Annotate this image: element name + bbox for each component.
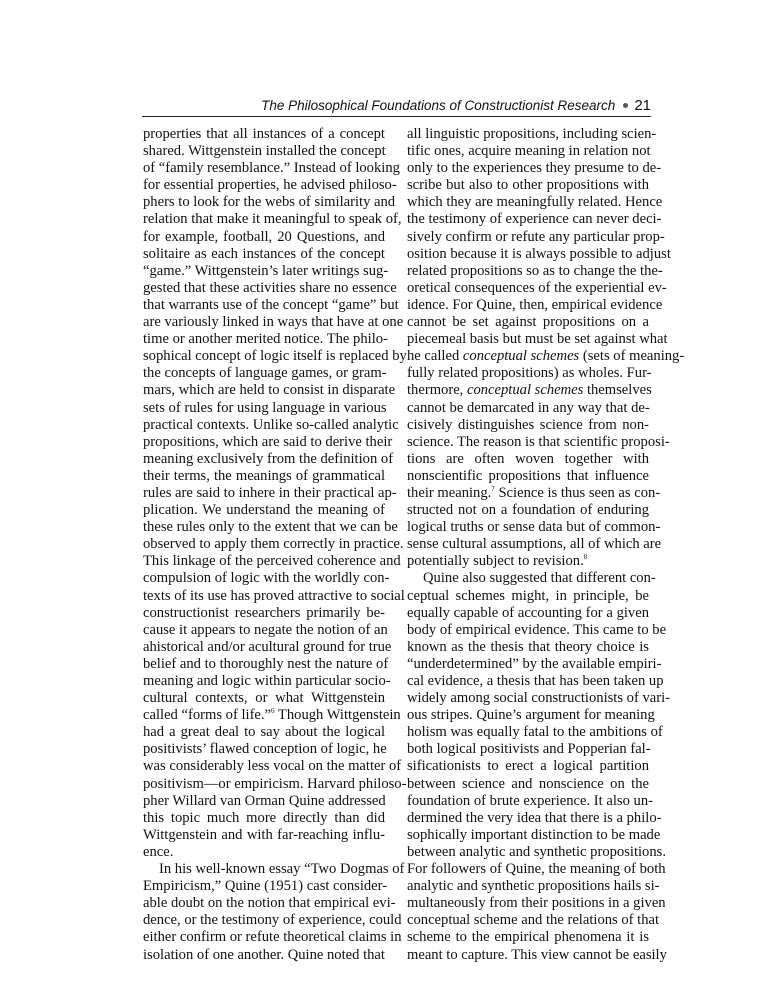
- text-line: cal evidence, a thesis that has been taken up: [407, 673, 664, 689]
- text-line: ence.: [143, 843, 174, 860]
- text-line: compulsion of logic with the worldly con-: [143, 570, 390, 587]
- text-line: between analytic and synthetic propositions.: [407, 843, 666, 860]
- text-line: meaning exclusively from the definition of: [143, 450, 394, 467]
- text-line: fully related propositions) as wholes. Fur-: [407, 365, 652, 382]
- text-line: these rules only to the extent that we can be: [143, 519, 398, 536]
- text-line: Quine also suggested that different con-: [423, 570, 656, 587]
- text-line: potentially subject to revision.$^8$: [407, 553, 588, 570]
- text-line: “underdetermined” by the available empiri-: [407, 655, 662, 672]
- text-line: gested that these activities share no essence: [143, 279, 397, 296]
- text-line: For followers of Quine, the meaning of both: [407, 861, 666, 878]
- text-line: positivists’ flawed conception of logic, he: [143, 741, 387, 758]
- text-line: In his well-known essay “Two Dogmas of: [159, 861, 405, 878]
- text-line: mars, which are held to consist in disparate: [143, 382, 396, 399]
- running-head: [142, 96, 651, 117]
- text-line: called “forms of life.”$^6$ Though Wittgenstein: [143, 707, 401, 724]
- text-line: known as the thesis that theory choice is: [407, 638, 649, 655]
- text-line: idence. For Quine, then, empirical evidence: [407, 296, 663, 313]
- text-line: sophical concept of logic itself is replaced by: [143, 348, 407, 365]
- text-line: their terms, the meanings of grammatical: [143, 467, 385, 484]
- text-line: cultural contexts, or what Wittgenstein: [143, 690, 385, 707]
- left-column: [143, 126, 407, 964]
- text-line: sets of rules for using language in various: [143, 399, 387, 416]
- text-line: cisively distinguishes science from non-: [407, 416, 649, 433]
- text-line: tions are often woven together with: [407, 450, 649, 467]
- text-line: related propositions so as to change the the-: [407, 262, 663, 279]
- text-line: Empiricism,” Quine (1951) cast consider-: [143, 878, 388, 895]
- text-line: cannot be set against propositions on a: [407, 314, 649, 331]
- text-line: “game.” Wittgenstein’s later writings sug-: [143, 262, 389, 279]
- text-line: This linkage of the perceived coherence and: [143, 553, 401, 570]
- text-line: was considerably less vocal on the matter of: [143, 758, 402, 775]
- text-line: practical contexts. Unlike so-called analytic: [143, 416, 399, 433]
- text-line: foundation of brute experience. It also un-: [407, 792, 653, 809]
- page-number: 21: [634, 97, 651, 114]
- text-line: for example, football, 20 Questions, and: [143, 228, 385, 245]
- text-line: belief and to thoroughly nest the nature of: [143, 655, 389, 672]
- text-line: only to the experiences they presume to de-: [407, 160, 662, 177]
- text-line: had a great deal to say about the logical: [143, 724, 385, 741]
- text-line: which they are meaningfully related. Hence: [407, 194, 663, 211]
- text-line: logical truths or sense data but of common-: [407, 519, 661, 536]
- text-line: piecemeal basis but must be set against what: [407, 331, 668, 348]
- text-line: rules are said to inhere in their practical ap-: [143, 484, 397, 501]
- text-line: their meaning.$^7$ Science is thus seen as con-: [407, 484, 661, 501]
- text-line: cause it appears to negate the notion of an: [143, 621, 388, 638]
- text-line: texts of its use has proved attractive to social: [143, 587, 405, 604]
- text-line: of “family resemblance.” Instead of looking: [143, 160, 400, 177]
- text-line: oretical consequences of the experiential ev-: [407, 279, 667, 296]
- text-line: body of empirical evidence. This came to be: [407, 621, 667, 638]
- text-line: the concepts of language games, or gram-: [143, 365, 387, 382]
- text-line: nonscientific propositions that influence: [407, 467, 649, 484]
- text-line: shared. Wittgenstein installed the concept: [143, 143, 386, 160]
- text-line: ous stripes. Quine’s argument for meaning: [407, 707, 655, 724]
- text-line: dence, or the testimony of experience, could: [143, 912, 402, 929]
- text-line: scheme to the empirical phenomena it is: [407, 929, 649, 946]
- text-line: meaning and logic within particular socio-: [143, 673, 391, 689]
- text-line: holism was equally fatal to the ambitions of: [407, 724, 663, 741]
- text-line: positivism—or empiricism. Harvard philoso-: [143, 775, 407, 792]
- text-line: sificationists to erect a logical partition: [407, 758, 649, 775]
- bullet-icon: [623, 103, 628, 108]
- text-line: cannot be demarcated in any way that de-: [407, 399, 650, 416]
- text-line: isolation of one another. Quine noted that: [143, 946, 385, 963]
- text-line: ahistorical and/or acultural ground for true: [143, 638, 392, 655]
- text-line: all linguistic propositions, including scien-: [407, 126, 657, 142]
- text-line: osition because it is always possible to adjust: [407, 245, 671, 262]
- text-line: sively confirm or refute any particular prop-: [407, 228, 665, 245]
- text-line: the testimony of experience can never deci-: [407, 211, 662, 228]
- text-line: this topic much more directly than did: [143, 809, 385, 826]
- text-line: solitaire as each instances of the concept: [143, 245, 385, 262]
- text-line: ceptual schemes might, in principle, be: [407, 587, 649, 604]
- text-line: scribe but also to other propositions with: [407, 177, 649, 194]
- text-line: multaneously from their positions in a given: [407, 895, 666, 912]
- text-line: phers to look for the webs of similarity and: [143, 194, 396, 211]
- text-line: both logical positivists and Popperian fal-: [407, 741, 651, 758]
- text-line: that warrants use of the concept “game” but: [143, 296, 399, 313]
- right-column: [407, 126, 685, 964]
- text-line: Wittgenstein and with far-reaching influ-: [143, 826, 385, 843]
- text-line: propositions, which are said to derive their: [143, 433, 393, 450]
- text-line: relation that make it meaningful to speak of,: [143, 211, 402, 228]
- text-line: constructionist researchers primarily be-: [143, 604, 385, 621]
- text-line: science. The reason is that scientific proposi-: [407, 433, 670, 450]
- text-line: widely among social constructionists of vari-: [407, 690, 671, 707]
- text-line: structed not on a foundation of enduring: [407, 502, 649, 519]
- text-line: time or another merited notice. The philo-: [143, 331, 388, 348]
- text-line: tific ones, acquire meaning in relation not: [407, 143, 651, 160]
- text-line: analytic and synthetic propositions hails si-: [407, 878, 660, 895]
- text-line: are variously linked in ways that have at one: [143, 314, 404, 331]
- text-line: either confirm or refute theoretical claims in: [143, 929, 402, 946]
- running-head-title: The Philosophical Foundations of Constructionist Research: [261, 98, 616, 113]
- text-line: thermore, conceptual schemes themselves: [407, 382, 652, 399]
- text-line: conceptual scheme and the relations of that: [407, 912, 660, 929]
- text-line: meant to capture. This view cannot be easily: [407, 946, 667, 963]
- text-line: pher Willard van Orman Quine addressed: [143, 792, 386, 809]
- text-line: sense cultural assumptions, all of which are: [407, 536, 662, 553]
- text-line: he called conceptual schemes (sets of meaning-: [407, 348, 685, 365]
- text-line: plication. We understand the meaning of: [143, 502, 385, 519]
- text-line: dermined the very idea that there is a philo-: [407, 809, 662, 826]
- text-line: sophically important distinction to be made: [407, 826, 661, 843]
- text-line: able doubt on the notion that empirical evi-: [143, 895, 396, 912]
- text-line: properties that all instances of a concept: [143, 126, 385, 142]
- text-line: equally capable of accounting for a given: [407, 604, 649, 621]
- text-line: observed to apply them correctly in practice.: [143, 536, 404, 553]
- text-line: for essential properties, he advised philoso-: [143, 177, 397, 194]
- text-line: between science and nonscience on the: [407, 775, 649, 792]
